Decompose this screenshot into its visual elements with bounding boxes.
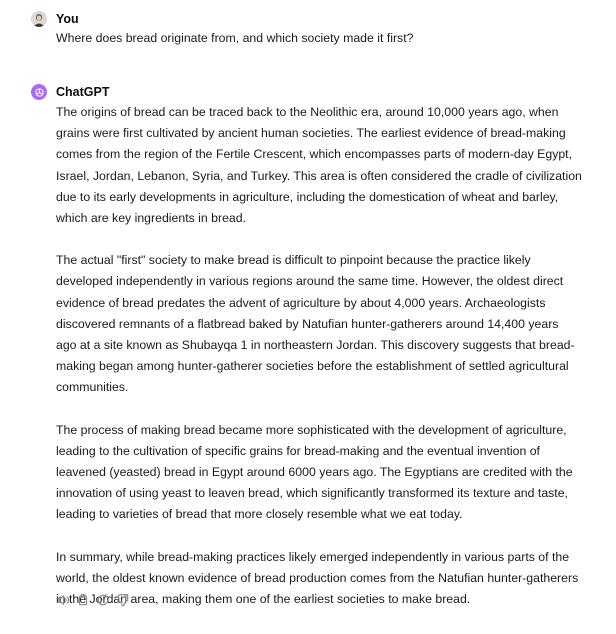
thumbs-down-icon[interactable] [116,593,130,607]
copy-icon[interactable] [76,593,90,607]
paragraph-1: The origins of bread can be traced back to the Neolithic era, around 10,000 years ago, when grains were first cultivated by ancient human societies. The earliest evidence of bread-making comes from the region of the Fertile Crescent, which encompasses parts of modern-day Egypt, Israel, Jordan, Lebanon, Syria, and Turkey. This area is often considered the cradle of civilization due to its early developments in agriculture, including the domestication of wheat and barley, which are key ingredients in bread. [56,105,582,226]
paragraph-2: The actual "first" society to make bread is difficult to pinpoint because the practice likely developed independently in various regions around the same time. However, the oldest direct evidence of bread predates the advent of agriculture by about 4,000 years. Archaeologists discovered remnants of a flatbread baked by Natufian hunter-gatherers around 14,400 years ago at a site known as Shubayqa 1 in northeastern Jordan. This discovery suggests that bread-making began among hunter-gatherer societies before the establishment of settled agricultural communities. [56,253,575,395]
assistant-message-text [56,102,582,610]
speaker-icon[interactable] [56,593,70,607]
paragraph-4: In summary, while bread-making practices likely emerged independently in various parts of the world, the oldest known evidence of bread production comes from the Natufian hunter-gatherers in the Jordan area, making them one of the earliest societies to make bread. [56,549,579,607]
assistant-author-name: ChatGPT [56,85,110,99]
paragraph-3: The process of making bread became more sophisticated with the development of agriculture, leading to the cultivation of specific grains for bread-making and the eventual invention of leavened (yeasted) bread in Egypt around 6000 years ago. The Egyptians are credited with the innovation of using yeast to leaven bread, which significantly transformed its texture and taste, leading to varieties of bread that more closely resemble what we eat today. [56,422,573,522]
chatgpt-logo-icon [31,84,47,100]
message-actions [56,593,130,607]
user-avatar [31,11,47,27]
user-message-text: Where does bread originate from, and which society made it first? [56,31,414,45]
regenerate-icon[interactable] [96,593,110,607]
user-author-name: You [56,12,79,26]
